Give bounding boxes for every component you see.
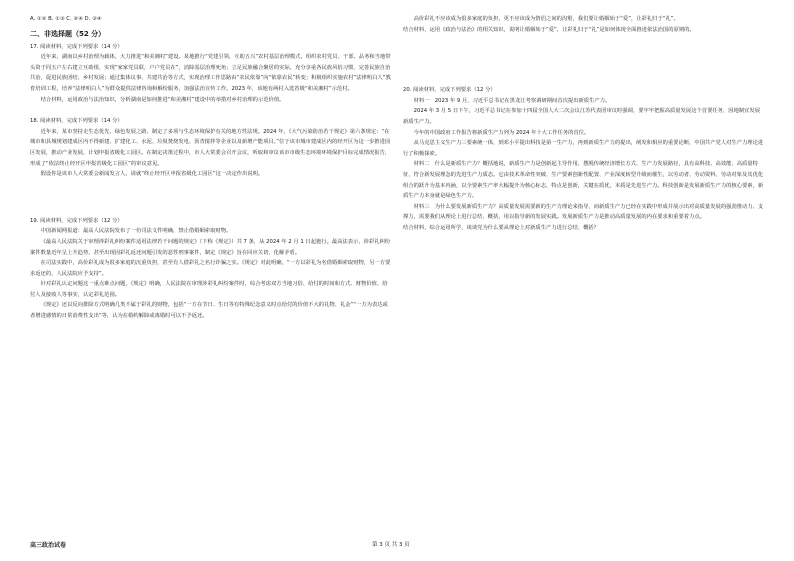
section-title: 二、非选择题（52 分） [30, 29, 106, 38]
q19-closing-para: 高价彩礼不应该成为很多家庭的负担，更不应该成为情侣之间的沟壑，我们要让婚姻始于“爱”，让彩礼归于“礼”。 [413, 16, 679, 22]
q19-para-4: 针对彩礼认定问题这一重点难点问题，《规定》明确，人民法院在审理涉彩礼纠纷案件时，综合考虑双方当地习俗、给付的时间和方式、财物价值、给付人及接收人等事实，认定彩礼范围。 [30, 281, 388, 298]
q18-heading: 18. 阅读材料，完成下列要求（14 分） [30, 118, 123, 125]
footer-subject: 高三政治试卷 [30, 542, 67, 549]
q18-question: 假设你是该市人大常委会新闻发言人，请就“终止经开区申报省级化工园区”这一决定作出说明。 [40, 171, 264, 178]
right-column [403, 14, 765, 234]
q18-material: 近年来，某市坚持走生态优先、绿色发展之路，制定了多项与生态环境保护有关的地方性法规。2024 年，《大气污染防治若干规定》第六条规定：“在城市和县城规划建成区内不得新建、扩建化工、水泥、垃圾焚烧发电、沥青搅拌等企业以及新增产能项目。”位于该市城市建成区内的经开区为这一步推进园区发展，推动产业发展，计划申报省级化工园区。在制定决策过程中，市人大常委会召开会议，听取和审议该市市级生态环境环境保护目标完成情况报告，形成了“依法终止经开区申报省级化工园区”的审议意见。 [30, 128, 391, 167]
q19-para-2: 《最高人民法院关于审理涉彩礼纠纷案件适用法律若干问题的规定》（下称《规定》）共 7 条，从 2024 年 2 月 1 日起施行。最高法表示，涉彩礼纠纷案件数量近年呈上升趋势，甚至出现因彩礼返还问题引发的恶性刑事案件，制定《规定》旨在回应关切，化解矛盾。 [30, 238, 391, 256]
q20-material-1d: 从马克思主义生产力三要素统一体，到邓小平提出科技是第一生产力，再到新质生产力的提出，阐发和相应的重要论断，中国共产党人对生产力理论进行了积极探索。 [403, 140, 764, 157]
q20-material-1b: 2024 年 3 月 5 日下午，习近平总书记在参加十四届全国人大二次会议江苏代表团审议时强调，要牢牢把握高质量发展这个首要任务，因地制宜发展新质生产力。 [403, 108, 761, 125]
q17-question: 结合材料，运用政治与法治知识，分析湖南是如何推进“和美湘村”建设中的举措对乡村治理的示范价值。 [40, 96, 285, 103]
q20-material-2: 材料二 什么是新质生产力？概括地说，新质生产力是创新起主导作用，摆脱传统经济增长方式、生产力发展路径，具有高科技、高效能、高质量特征，符合新发展理念的先进生产力质态。它由技术革命性突破、生产要素创新性配置、产业深度转型升级而催生，以劳动者、劳动资料、劳动对象及其优化组合的跃升为基本内涵，以全要素生产率大幅提升为核心标志，特点是创新，关键在质优，本质是先进生产力。科技创新是发展新质生产力的核心要素，新质生产力本身就是绿色生产力。 [403, 161, 764, 200]
q19-para-5: 《规定》还以反向排除方式明确几类不属于彩礼的财物，包括“一方在节日、生日等有特殊纪念意义时点给付的价值不大的礼物、礼金”“一方为表达或者增进感情的日常消费性支出”等，认为在婚约解除或离婚时可以不予返还。 [30, 302, 388, 320]
left-column [30, 14, 392, 322]
footer-page-number: 第 3 页 共 3 页 [372, 542, 410, 548]
q19-heading: 19. 阅读材料，完成下列要求（12 分） [30, 217, 123, 224]
q20-material-3: 材料三 为什么要发展新质生产力？高质量发展需要新的生产力理论来指导，而新质生产力已经在实践中形成并展示出对高质量发展的强劲推动力、支撑力，需要我们从理论上进行总结、概括，用以指导新的发展实践。发展新质生产力是推动高质量发展的内在要求和重要着力点。 [403, 203, 764, 221]
q19-para-1: 中国新闻网报道：最高人民法院发布了一份司法文件明确，禁止借婚姻索取财物。 [40, 228, 232, 235]
q20-material-1c: 今年的中国政府工作报告将新质生产力列为 2024 年十大工作任务的首位。 [413, 129, 590, 136]
q20-question: 结合材料，综合运用所学，谈谈党为什么要从理论上对新质生产力进行总结、概括？ [403, 224, 599, 231]
q20-heading: 20. 阅读材料，完成下列要求（12 分） [403, 87, 496, 94]
q17-material: 近年来，湖南以乡村治理为载体，大力推进“和美湘村”建设。某地推行“党建引领，互助五兴”农村基层治理模式，组织农村党员、干部、品务和当地带头资于同五户左右建立互助组，实现“家家党员联，户户党员在”，消除基层治理死角；立足民族融合聚居的实际，充分享重各民族风俗习惯，完善民族自治共治，促进民族团结，乡村发展；通过集体议事、共建共治等方式，实现治理工作思路由“农民依靠”向“依靠农民”转变；积极组织实施农村“法律明白人”教育培训工程，培养“法律明白人”为群众提供法律咨询和解纷服务，加强法治宣传工作。2023 年，该地有两村入选省级“和美湘村”示范村。 [30, 54, 391, 92]
q19-question: 结合材料，运用《政治与法治》的相关知识，说明让婚姻始于“爱”，让彩礼归于“礼”是如何体现全面推进依法治国的原则的。 [403, 26, 695, 33]
answer-options: A. ①② B. ①③ C. ②④ D. ③④ [30, 16, 102, 22]
q19-para-3: 在司法实践中，高价彩礼成为很多家庭的沉重负担，甚至有人借彩礼之名行诈骗之实。《规定》对此明确，“一方以彩礼为名借婚姻索取财物，另一方要求返还的，人民法院应予支持”。 [30, 260, 391, 277]
q20-material-1: 材料一 2023 年 9 月，习近平总书记在黑龙江考察调研期间首次提出新质生产力。 [413, 97, 611, 104]
q17-heading: 17. 阅读材料，完成下列要求（14 分） [30, 43, 123, 50]
